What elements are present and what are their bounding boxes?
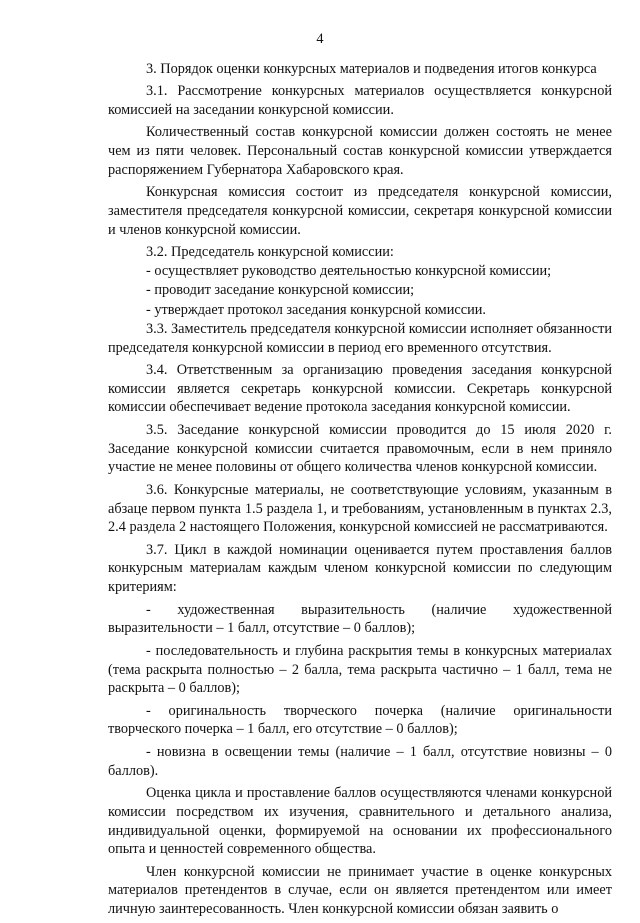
paragraph: Количественный состав конкурсной комиссии должен состоять не менее чем из пяти человек. Персональный состав конкурсной комиссии утверждается распоряжением Губернатора Хабаровского края. (108, 124, 612, 178)
list-item: - утверждает протокол заседания конкурсной комиссии. (146, 301, 486, 318)
paragraph: 3.7. Цикл в каждой номинации оценивается путем проставления баллов конкурсным материалам каждым членом конкурсной комиссии по следующим критериям: (108, 541, 612, 596)
paragraph: 3.5. Заседание конкурсной комиссии проводится до 15 июля 2020 г. Заседание конкурсной комиссии считается правомочным, если в нем приняло участие не менее половины от общего количества членов конкурсной комиссии. (108, 421, 612, 476)
list-item: - проводит заседание конкурсной комиссии; (146, 282, 415, 299)
paragraph: Оценка цикла и проставление баллов осуществляются членами конкурсной комиссии посредством их изучения, сравнительного и детального анализа, индивидуальной оценки, формируемой на основании их профессионального опыта и ценностей современного общества. (108, 785, 612, 858)
list-item: - последовательность и глубина раскрытия темы в конкурсных материалах (тема раскрыта полностью – 2 балла, тема раскрыта частично – 1 балл, тема не раскрыта – 0 баллов); (108, 642, 612, 697)
paragraph: 3.3. Заместитель председателя конкурсной комиссии исполняет обязанности председателя конкурсной комиссии в период его временного отсутствия. (108, 320, 612, 356)
page-number: 4 (316, 31, 324, 47)
paragraph: 3.1. Рассмотрение конкурсных материалов осуществляется конкурсной комиссией на заседании конкурсной комиссии. (108, 83, 612, 118)
paragraph: Конкурсная комиссия состоит из председателя конкурсной комиссии, заместителя председателя конкурсной комиссии, секретаря конкурсной комиссии и членов конкурсной комиссии. (108, 184, 612, 238)
paragraph: 3.4. Ответственным за организацию проведения заседания конкурсной комиссии является секретарь конкурсной комиссии. Секретарь конкурсной комиссии обеспечивает ведение протокола заседания конкурсной комиссии. (108, 362, 612, 416)
paragraph: 3.2. Председатель конкурсной комиссии: (146, 244, 394, 261)
section-body (108, 82, 612, 923)
list-item: - осуществляет руководство деятельностью конкурсной комиссии; (146, 263, 552, 280)
list-item: - новизна в освещении темы (наличие – 1 балл, отсутствие новизны – 0 баллов). (108, 743, 612, 779)
paragraph: 3.6. Конкурсные материалы, не соответствующие условиям, указанным в абзаце первом пункта 1.5 раздела 1, и требованиям, установленным в пунктах 2.3, 2.4 раздела 2 настоящего Положения, конкурсной комиссией не рассматриваются. (108, 481, 612, 536)
list-item: - оригинальность творческого почерка (наличие оригинальности творческого почерка – 1 балл, его отсутствие – 0 баллов); (108, 702, 612, 738)
paragraph: Член конкурсной комиссии не принимает участие в оценке конкурсных материалов претендентов в случае, если он является претендентом или имеет личную заинтересованность. Член конкурсной комиссии обязан заявить о (108, 863, 612, 918)
section-heading: 3. Порядок оценки конкурсных материалов и подведения итогов конкурса (146, 61, 597, 77)
list-item: - художественная выразительность (наличие художественной выразительности – 1 балл, отсутствие – 0 баллов); (108, 601, 612, 637)
